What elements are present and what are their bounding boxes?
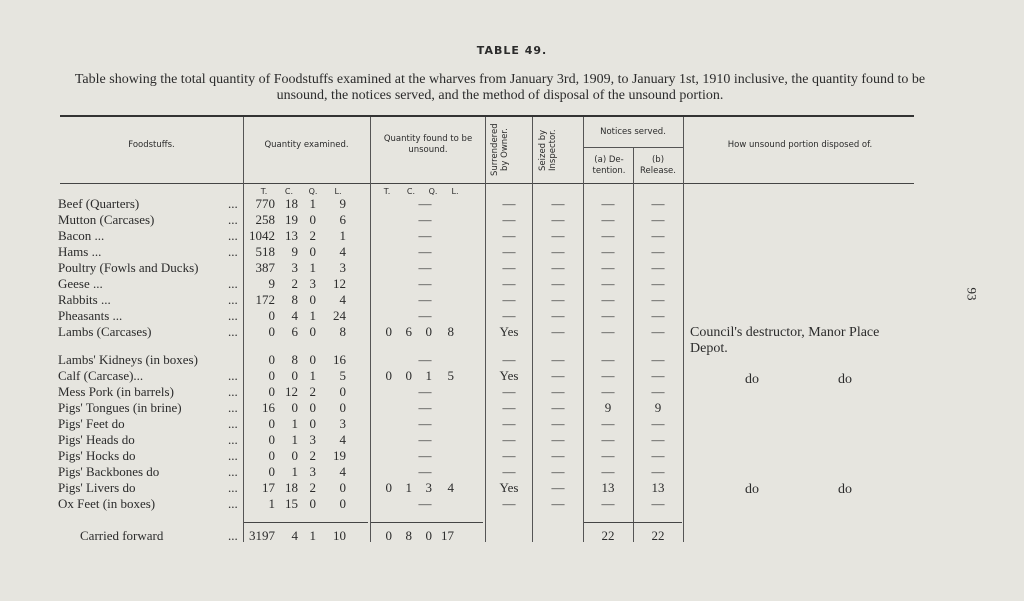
leader-dots: ... [228,528,238,543]
unsound-value: 0 [385,368,392,383]
examined-value: 6 [339,212,346,227]
detention-value: — [601,448,615,463]
foodstuff-name: Mutton (Carcases) [58,212,155,227]
release-value: — [651,432,665,447]
leader-dots: ... [228,276,238,291]
total-examined-value: 10 [333,528,346,543]
unsound-value: 1 [405,480,412,495]
unsound-dash: — [418,292,432,307]
table-row [0,292,1024,308]
unsound-value: 6 [405,324,412,339]
foodstuff-name: Bacon ... [58,228,105,243]
examined-value: 4 [339,292,346,307]
detention-value: — [601,228,615,243]
disposal-calf-do: do [838,372,852,387]
disposal-calf-do: do [745,372,759,387]
examined-value: 18 [285,196,298,211]
leader-dots: ... [228,448,238,463]
leader-dots: ... [228,416,238,431]
unsound-dash: — [418,448,432,463]
leader-dots: ... [228,308,238,323]
examined-value: 0 [268,432,275,447]
detention-value: — [601,496,615,511]
top-rule [60,115,914,117]
examined-value: 2 [309,448,316,463]
release-value: — [651,276,665,291]
table-row [0,448,1024,464]
detention-value: — [601,276,615,291]
leader-dots: ... [228,496,238,511]
release-value: — [651,464,665,479]
examined-value: 0 [268,448,275,463]
release-value: — [651,196,665,211]
seized-value: — [551,228,565,243]
surrendered-value: — [502,276,516,291]
disposal-lambs: Council's destructor, Manor Place Depot. [690,325,880,356]
seized-value: — [551,196,565,211]
surrendered-value: — [502,260,516,275]
surrendered-value: — [502,448,516,463]
table-row [0,212,1024,228]
foodstuff-name: Geese ... [58,276,103,291]
examined-value: 0 [339,400,346,415]
examined-value: 16 [333,352,346,367]
unsound-dash: — [418,432,432,447]
examined-value: 0 [291,400,298,415]
foodstuff-name: Rabbits ... [58,292,111,307]
foodstuff-name: Pigs' Livers do [58,480,136,495]
total-examined-value: 4 [291,528,298,543]
unsound-value: 5 [447,368,454,383]
table-row [0,432,1024,448]
seized-value: — [551,432,565,447]
leader-dots: ... [228,292,238,307]
seized-value: — [551,244,565,259]
foodstuff-name: Beef (Quarters) [58,196,140,211]
table-row [0,464,1024,480]
detention-value: — [601,464,615,479]
examined-value: 1 [291,416,298,431]
surrendered-value: — [502,384,516,399]
examined-value: 3 [339,416,346,431]
detention-value: — [601,244,615,259]
seized-value: — [551,260,565,275]
seized-value: — [551,352,565,367]
detention-value: 13 [601,480,615,495]
examined-value: 0 [309,244,316,259]
examined-value: 0 [268,308,275,323]
foodstuff-name: Lambs' Kidneys (in boxes) [58,352,198,367]
surrendered-value: Yes [499,480,519,495]
total-unsound-value: 0 [385,528,392,543]
examined-value: 1 [309,260,316,275]
examined-value: 0 [309,352,316,367]
release-value: 13 [651,480,665,495]
seized-value: — [551,384,565,399]
foodstuff-name: Mess Pork (in barrels) [58,384,174,399]
surrendered-value: — [502,292,516,307]
total-rule [244,522,368,523]
table-row [0,480,1024,496]
examined-value: 2 [309,228,316,243]
foodstuff-name: Pigs' Feet do [58,416,125,431]
examined-value: 0 [309,496,316,511]
unit-lb: L. [451,187,459,196]
seized-value: — [551,496,565,511]
examined-value: 0 [309,416,316,431]
table-caption: Table showing the total quantity of Foodstuffs examined at the wharves from January 3rd, 1909, to January 1st, 1910 inclusive, the quantity found to be unsound, the notices served, and the method of disposal of the unsound portion. [74,72,926,103]
detention-value: — [601,416,615,431]
unsound-value: 0 [425,324,432,339]
examined-value: 0 [309,400,316,415]
seized-value: — [551,308,565,323]
unit-cwt: C. [284,187,294,196]
foodstuff-name: Pigs' Hocks do [58,448,136,463]
unit-tons: T. [260,187,268,196]
unsound-dash: — [418,400,432,415]
examined-value: 15 [285,496,298,511]
foodstuff-name: Pigs' Tongues (in brine) [58,400,182,415]
total-detention: 22 [601,528,615,543]
detention-value: — [601,260,615,275]
total-label: Carried forward [80,528,164,543]
disposal-livers-do: do [838,482,852,497]
detention-value: — [601,212,615,227]
header-notices-served: Notices served. [600,127,666,137]
seized-value: — [551,400,565,415]
examined-value: 3 [339,260,346,275]
surrendered-value: — [502,432,516,447]
unsound-dash: — [418,496,432,511]
unit-tons: T. [383,187,391,196]
seized-value: — [551,276,565,291]
unsound-value: 0 [385,480,392,495]
detention-value: — [601,384,615,399]
unsound-dash: — [418,244,432,259]
seized-value: — [551,480,565,495]
examined-value: 16 [262,400,275,415]
release-value: — [651,308,665,323]
examined-value: 4 [291,308,298,323]
total-unsound-value: 17 [441,528,454,543]
total-row [0,528,1024,544]
examined-value: 12 [285,384,298,399]
unit-qr: Q. [428,187,438,196]
leader-dots: ... [228,196,238,211]
detention-value: — [601,432,615,447]
leader-dots: ... [228,384,238,399]
detention-value: — [601,324,615,339]
detention-value: — [601,292,615,307]
examined-value: 0 [268,352,275,367]
examined-value: 2 [309,480,316,495]
surrendered-value: — [502,228,516,243]
unsound-dash: — [418,260,432,275]
leader-dots: ... [228,432,238,447]
surrendered-value: Yes [499,324,519,339]
seized-value: — [551,324,565,339]
table-row [0,496,1024,512]
disposal-livers-do: do [745,482,759,497]
seized-value: — [551,448,565,463]
detention-value: 9 [604,400,612,415]
examined-value: 8 [291,292,298,307]
examined-value: 4 [339,244,346,259]
examined-value: 2 [291,276,298,291]
examined-value: 0 [309,212,316,227]
examined-value: 0 [268,416,275,431]
surrendered-value: — [502,244,516,259]
release-value: — [651,260,665,275]
unsound-dash: — [418,228,432,243]
examined-value: 1 [268,496,275,511]
release-value: — [651,496,665,511]
examined-value: 0 [268,324,275,339]
examined-value: 172 [255,292,275,307]
examined-value: 0 [309,292,316,307]
header-foodstuffs: Foodstuffs. [128,140,175,150]
surrendered-value: — [502,464,516,479]
examined-value: 0 [268,464,275,479]
examined-value: 770 [255,196,275,211]
unsound-value: 3 [425,480,432,495]
unsound-dash: — [418,308,432,323]
table-row [0,196,1024,212]
unsound-dash: — [418,212,432,227]
release-value: — [651,448,665,463]
examined-value: 2 [309,384,316,399]
release-value: — [651,212,665,227]
leader-dots: ... [228,400,238,415]
foodstuff-name: Lambs (Carcases) [58,324,152,339]
unit-qr: Q. [308,187,318,196]
foodstuff-name: Calf (Carcase)... [58,368,144,383]
examined-value: 17 [262,480,275,495]
examined-value: 8 [291,352,298,367]
surrendered-value: Yes [499,368,519,383]
unit-lb: L. [334,187,342,196]
total-examined-value: 3197 [249,528,275,543]
examined-value: 9 [291,244,298,259]
table-row [0,244,1024,260]
examined-value: 0 [291,448,298,463]
surrendered-value: — [502,352,516,367]
examined-value: 0 [268,368,275,383]
examined-value: 19 [333,448,346,463]
foodstuff-name: Pigs' Heads do [58,432,135,447]
total-unsound-value: 0 [425,528,432,543]
examined-value: 3 [309,464,316,479]
table-row [0,276,1024,292]
leader-dots: ... [228,244,238,259]
header-release: (b) Release. [640,155,676,176]
examined-value: 3 [309,432,316,447]
notices-rule [583,147,683,148]
foodstuff-name: Pheasants ... [58,308,123,323]
header-rule [60,183,914,184]
examined-value: 0 [339,480,346,495]
table-row [0,368,1024,384]
unit-cwt: C. [406,187,416,196]
foodstuff-name: Pigs' Backbones do [58,464,160,479]
examined-value: 3 [309,276,316,291]
foodstuff-name: Ox Feet (in boxes) [58,496,156,511]
surrendered-value: — [502,196,516,211]
unsound-value: 8 [447,324,454,339]
detention-value: — [601,196,615,211]
examined-value: 24 [333,308,346,323]
surrendered-value: — [502,308,516,323]
detention-value: — [601,308,615,323]
total-rule [584,522,682,523]
leader-dots: ... [228,480,238,495]
examined-value: 1 [291,432,298,447]
examined-value: 0 [268,384,275,399]
detention-value: — [601,352,615,367]
examined-value: 9 [268,276,275,291]
page-number: 93 [964,287,980,301]
release-value: 9 [654,400,662,415]
release-value: — [651,228,665,243]
examined-value: 0 [339,496,346,511]
unsound-dash: — [418,416,432,431]
seized-value: — [551,292,565,307]
release-value: — [651,416,665,431]
total-release: 22 [651,528,665,543]
total-unsound-value: 8 [405,528,412,543]
examined-value: 4 [339,432,346,447]
leader-dots: ... [228,324,238,339]
examined-value: 3 [291,260,298,275]
surrendered-value: — [502,416,516,431]
examined-value: 1 [309,308,316,323]
examined-value: 8 [339,324,346,339]
table-row [0,400,1024,416]
seized-value: — [551,416,565,431]
unsound-dash: — [418,464,432,479]
examined-value: 258 [255,212,275,227]
table-row [0,228,1024,244]
unsound-dash: — [418,352,432,367]
unsound-dash: — [418,196,432,211]
total-rule [371,522,483,523]
examined-value: 18 [285,480,298,495]
detention-value: — [601,368,615,383]
foodstuff-name: Poultry (Fowls and Ducks) [58,260,199,275]
leader-dots: ... [228,228,238,243]
header-surrendered: Surrendered by Owner. [490,123,510,177]
table-row [0,308,1024,324]
release-value: — [651,292,665,307]
release-value: — [651,244,665,259]
unsound-dash: — [418,384,432,399]
unsound-dash: — [418,276,432,291]
header-quantity-unsound: Quantity found to be unsound. [383,134,473,155]
header-seized: Seized by Inspector. [538,129,558,171]
examined-value: 1 [339,228,346,243]
header-detention: (a) De-tention. [592,155,626,176]
examined-value: 518 [255,244,275,259]
header-disposal: How unsound portion disposed of. [727,140,873,150]
table-row [0,384,1024,400]
examined-value: 0 [291,368,298,383]
seized-value: — [551,212,565,227]
seized-value: — [551,464,565,479]
examined-value: 4 [339,464,346,479]
examined-value: 12 [333,276,346,291]
examined-value: 19 [285,212,298,227]
leader-dots: ... [228,464,238,479]
examined-value: 5 [339,368,346,383]
examined-value: 0 [309,324,316,339]
leader-dots: ... [228,212,238,227]
examined-value: 9 [339,196,346,211]
examined-value: 1 [309,368,316,383]
unsound-value: 4 [447,480,454,495]
release-value: — [651,352,665,367]
table-title: TABLE 49. [476,44,548,57]
seized-value: — [551,368,565,383]
examined-value: 1 [291,464,298,479]
surrendered-value: — [502,496,516,511]
header-quantity-examined: Quantity examined. [264,140,349,150]
examined-value: 6 [291,324,298,339]
table-row [0,416,1024,432]
examined-value: 387 [255,260,275,275]
release-value: — [651,368,665,383]
examined-value: 13 [285,228,298,243]
foodstuff-name: Hams ... [58,244,102,259]
unsound-value: 0 [405,368,412,383]
unsound-value: 0 [385,324,392,339]
surrendered-value: — [502,400,516,415]
total-examined-value: 1 [309,528,316,543]
surrendered-value: — [502,212,516,227]
release-value: — [651,384,665,399]
examined-value: 1042 [249,228,275,243]
unsound-value: 1 [425,368,432,383]
leader-dots: ... [228,368,238,383]
examined-value: 0 [339,384,346,399]
table-row [0,260,1024,276]
examined-value: 1 [309,196,316,211]
release-value: — [651,324,665,339]
